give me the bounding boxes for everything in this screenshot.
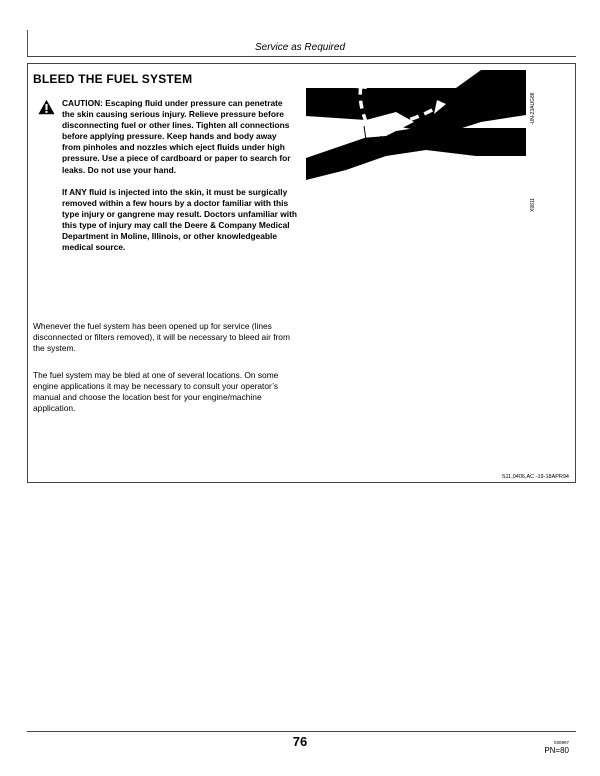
footer-divider <box>27 731 576 732</box>
figure-code-bottom: X9811 <box>530 197 536 212</box>
module-code: S11,0406,AC -19-18APR94 <box>501 474 569 480</box>
header-divider <box>27 56 576 57</box>
figure-arm-upper <box>306 70 526 130</box>
running-header: Service as Required <box>254 42 346 53</box>
figure-arrowhead <box>355 78 367 89</box>
doc-code: 030997 <box>553 740 569 745</box>
high-pressure-fluid-illustration <box>306 70 526 180</box>
figure-code-top: -UN-23AUG88 <box>530 92 536 125</box>
caution-paragraph: If ANY fluid is injected into the skin, it must be surgically removed within a few hours by a doctor familiar with this type injury or gangrene may result. Doctors unfamiliar with this type of injury may call the Deere & Company Medical Department in Moline, Illinois, or other knowledgeable medical source. <box>62 186 298 253</box>
page-number: 76 <box>292 734 308 749</box>
body-paragraph: The fuel system may be bled at one of several locations. On some engine applications it may be necessary to consult your operator’s manual and choose the location best for your engine/machine application. <box>33 370 279 414</box>
section-heading: BLEED THE FUEL SYSTEM <box>33 72 193 86</box>
caution-paragraph: CAUTION: Escaping fluid under pressure can penetrate the skin causing serious injury. Relieve pressure before disconnecting fuel or other lines. Tighten all connections before applying pressure. Keep hands and body away from pinholes and nozzles which eject fluids under high pressure. Use a piece of cardboard or paper to search for leaks. Do not use your hand. <box>62 98 291 175</box>
pn-label: PN=80 <box>544 746 569 755</box>
caution-block <box>62 98 297 264</box>
warning-triangle-icon <box>38 99 55 115</box>
body-paragraph: Whenever the fuel system has been opened up for service (lines disconnected or filters removed), it will be necessary to bleed air from the system. <box>33 321 290 354</box>
